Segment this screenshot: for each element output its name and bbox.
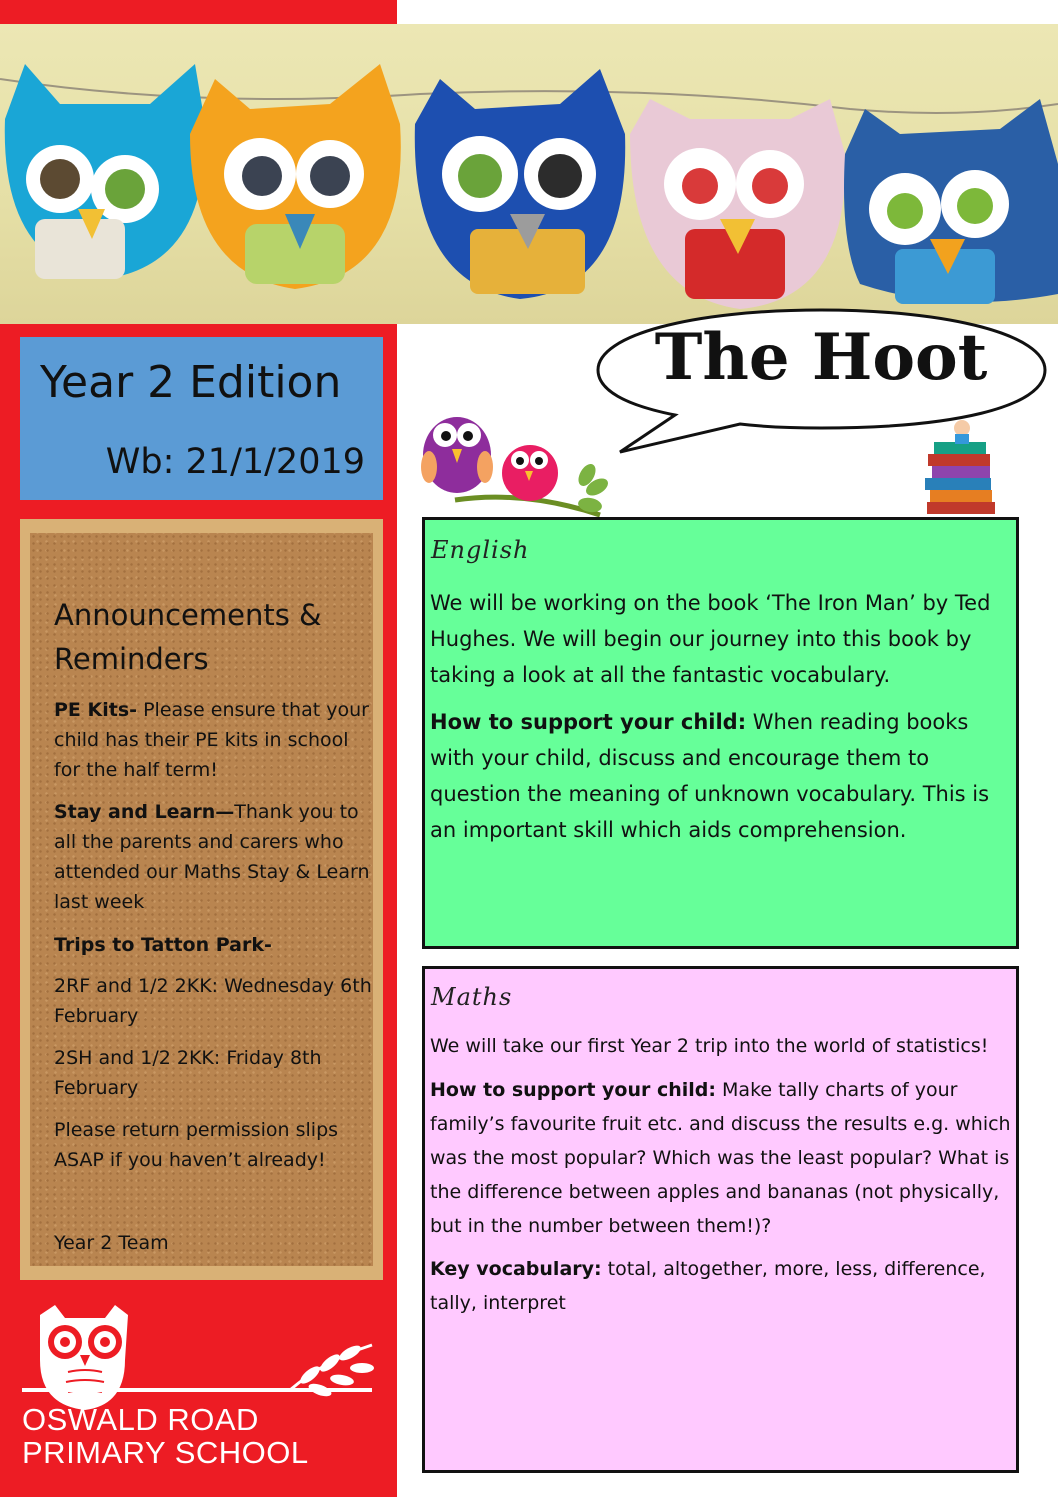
maths-panel: [422, 966, 1019, 1473]
english-support: How to support your child: When reading books with your child, discuss and encourage them to question the meaning of unknown vocabulary. This is an important skill which aids comprehension.: [430, 710, 990, 842]
edition-title: Year 2 Edition: [40, 357, 342, 408]
book-stack-icon: [922, 410, 1000, 518]
owl-banner-photo: [0, 24, 1058, 324]
school-name-line1: OSWALD ROAD: [22, 1402, 259, 1437]
english-intro: We will be working on the book ‘The Iron Man’ by Ted Hughes. We will begin our journey into this book by taking a look at all the fantastic vocabulary.: [430, 591, 991, 687]
signoff: Year 2 Team: [54, 1232, 169, 1254]
announcements-title: Announcements & Reminders: [54, 598, 322, 676]
trip-item: 2RF and 1/2 2KK: Wednesday 6th February: [54, 975, 372, 1027]
english-heading: English: [431, 536, 530, 564]
edition-box: [20, 337, 383, 500]
trip-item: 2SH and 1/2 2KK: Friday 8th February: [54, 1047, 322, 1099]
newsletter-title: The Hoot: [654, 320, 988, 395]
trips-heading: Trips to Tatton Park-: [54, 934, 272, 956]
english-panel: [422, 517, 1019, 949]
pe-kits-note: PE Kits- Please ensure that your child has their PE kits in school for the half term!: [54, 699, 369, 781]
permission-slip-note: Please return permission slips ASAP if you haven’t already!: [54, 1119, 339, 1171]
stay-and-learn-note: Stay and Learn—Thank you to all the parents and carers who attended our Maths Stay & Learn last week: [54, 801, 370, 913]
maths-support: How to support your child: Make tally charts of your family’s favourite fruit etc. and discuss the results e.g. which was the most popular? Which was the least popular? What is the difference between apples and bananas (not physically, but in the number between them!)?: [430, 1079, 1011, 1237]
cork-board: [20, 519, 383, 1280]
maths-vocabulary: Key vocabulary: total, altogether, more, less, difference, tally, interpret: [430, 1258, 986, 1314]
announcements-panel: [30, 533, 373, 1266]
school-name-line2: PRIMARY SCHOOL: [22, 1435, 309, 1470]
owls-on-branch-icon: [415, 405, 610, 520]
maths-heading: Maths: [431, 983, 513, 1011]
maths-intro: We will take our first Year 2 trip into the world of statistics!: [430, 1035, 989, 1057]
edition-date: Wb: 21/1/2019: [105, 442, 365, 482]
